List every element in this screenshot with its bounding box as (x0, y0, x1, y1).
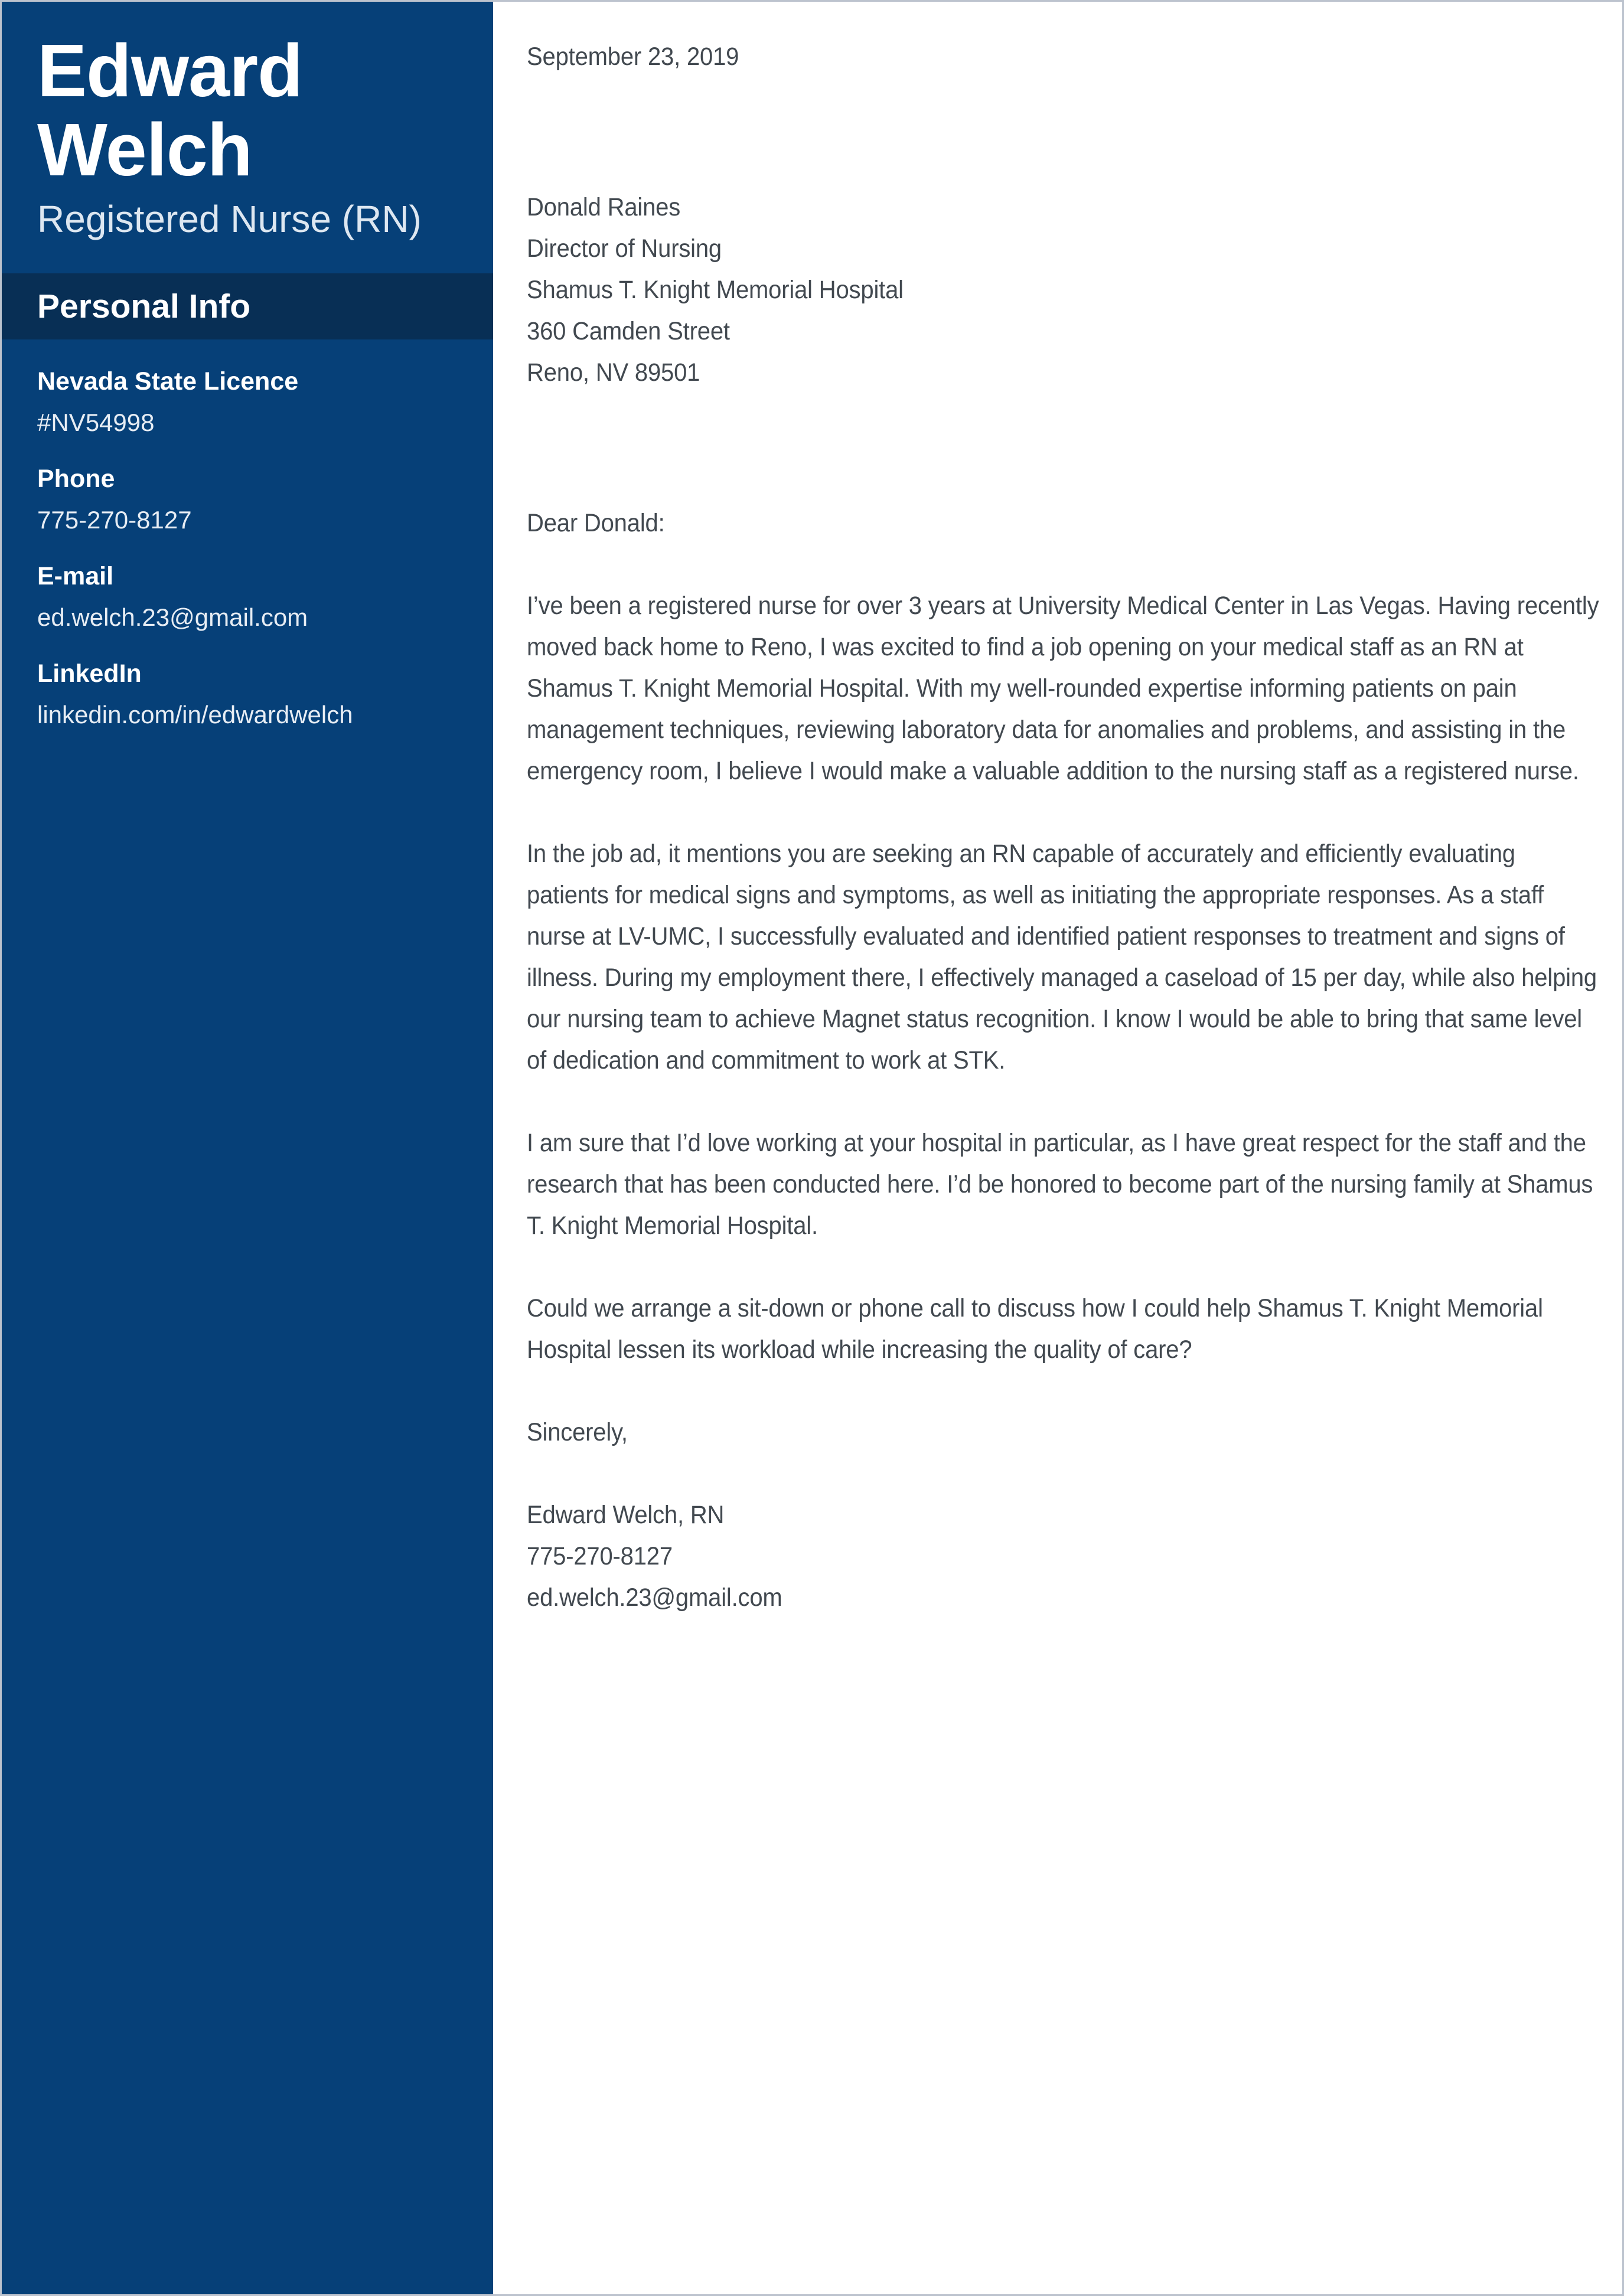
recipient-line: Director of Nursing (527, 234, 722, 263)
recipient-block (527, 187, 1602, 393)
job-title: Registered Nurse (RN) (37, 198, 422, 240)
recipient-line: Shamus T. Knight Memorial Hospital (527, 276, 904, 304)
salutation: Dear Donald: (527, 509, 665, 537)
contact-list (2, 361, 493, 736)
contact-value: #NV54998 (37, 409, 155, 436)
contact-label: LinkedIn (37, 659, 142, 688)
contact-value: 775-270-8127 (37, 506, 192, 534)
contact-label: E-mail (37, 562, 114, 590)
contact-entry-linkedin (37, 653, 469, 736)
contact-label: Phone (37, 465, 115, 493)
signature-block (527, 1494, 1602, 1618)
candidate-last-name: Welch (37, 108, 252, 191)
signature-line: Edward Welch, RN (527, 1501, 725, 1529)
contact-entry-licence (37, 361, 469, 443)
paragraph-4: Could we arrange a sit-down or phone call to discuss how I could help Shamus T. Knight Memorial Hospital lessen its workload while increasing the quality of care? (527, 1294, 1543, 1364)
personal-info-header (2, 273, 493, 339)
sidebar (2, 2, 493, 2294)
paragraph-2: In the job ad, it mentions you are seeking an RN capable of accurately and efficiently evaluating patients for medical signs and symptoms, as well as initiating the appropriate responses. As a staff nurse at LV-UMC, I successfully evaluated and identified patient responses to treatment and signs of illness. During my employment there, I effectively managed a caseload of 15 per day, while also helping our nursing team to achieve Magnet status recognition. I know I would be able to bring that same level of dedication and commitment to work at STK. (527, 840, 1597, 1074)
contact-value: linkedin.com/in/edwardwelch (37, 701, 353, 729)
contact-entry-phone (37, 458, 469, 541)
recipient-line: Donald Raines (527, 193, 681, 221)
signature-line: 775-270-8127 (527, 1542, 673, 1570)
signature-line: ed.welch.23@gmail.com (527, 1583, 782, 1612)
recipient-line: 360 Camden Street (527, 317, 730, 345)
letter-content (527, 36, 1602, 1618)
contact-label: Nevada State Licence (37, 367, 299, 396)
contact-value: ed.welch.23@gmail.com (37, 603, 308, 631)
letter-body (493, 2, 1624, 2294)
letter-date: September 23, 2019 (527, 43, 739, 71)
contact-entry-email (37, 556, 469, 638)
personal-info-title: Personal Info (37, 288, 251, 325)
candidate-first-name: Edward (37, 29, 303, 112)
recipient-line: Reno, NV 89501 (527, 358, 700, 387)
paragraph-3: I am sure that I’d love working at your hospital in particular, as I have great respect for the staff and the research that has been conducted here. I’d be honored to become part of the nursing family at Shamus T. Knight Memorial Hospital. (527, 1129, 1593, 1240)
paragraph-1: I’ve been a registered nurse for over 3 years at University Medical Center in Las Vegas. Having recently moved back home to Reno, I was excited to find a job opening on your medical staff as an RN at Shamus T. Knight Memorial Hospital. With my well-rounded expertise informing patients on pain management techniques, reviewing laboratory data for anomalies and problems, and assisting in the emergency room, I believe I would make a valuable addition to the nursing staff as a registered nurse. (527, 592, 1599, 785)
closing: Sincerely, (527, 1418, 628, 1446)
candidate-name (2, 2, 493, 190)
